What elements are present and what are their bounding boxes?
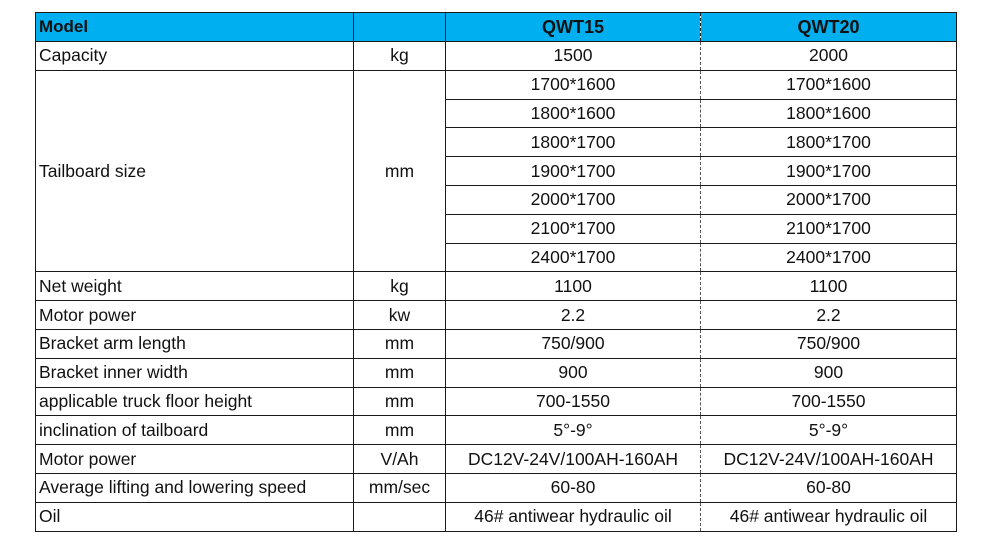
table-row [36, 329, 957, 358]
tailboard-size-qwt15: 1800*1600 [446, 99, 701, 128]
row-qwt15: 900 [446, 358, 701, 387]
row-qwt20: 2.2 [701, 301, 957, 330]
row-qwt20: 2000 [701, 42, 957, 71]
table-row [36, 445, 957, 474]
row-label: Oil [36, 502, 354, 531]
row-unit: mm [354, 416, 446, 445]
table-row [36, 301, 957, 330]
row-unit: kg [354, 42, 446, 71]
row-label: Bracket arm length [36, 329, 354, 358]
table-row [36, 502, 957, 531]
header-unit [354, 13, 446, 42]
table-row [36, 416, 957, 445]
row-qwt20: 900 [701, 358, 957, 387]
header-row [36, 13, 957, 42]
row-qwt15: DC12V-24V/100AH-160AH [446, 445, 701, 474]
row-qwt20: DC12V-24V/100AH-160AH [701, 445, 957, 474]
tailboard-size-qwt20: 1800*1600 [701, 99, 957, 128]
row-unit: mm [354, 387, 446, 416]
row-qwt15: 1500 [446, 42, 701, 71]
row-qwt20: 700-1550 [701, 387, 957, 416]
tailboard-size-qwt20: 2400*1700 [701, 243, 957, 272]
header-qwt15: QWT15 [446, 13, 701, 42]
tailboard-size-qwt20: 1900*1700 [701, 157, 957, 186]
header-qwt20: QWT20 [701, 13, 957, 42]
tailboard-size-qwt20: 2000*1700 [701, 185, 957, 214]
row-label: applicable truck floor height [36, 387, 354, 416]
tailboard-unit: mm [354, 70, 446, 272]
tailboard-size-qwt20: 1700*1600 [701, 70, 957, 99]
table-row [36, 272, 957, 301]
row-unit: mm [354, 329, 446, 358]
tailboard-size-qwt15: 2100*1700 [446, 214, 701, 243]
tailboard-size-qwt15: 2000*1700 [446, 185, 701, 214]
row-unit: mm/sec [354, 473, 446, 502]
row-unit [354, 502, 446, 531]
row-label: Motor power [36, 445, 354, 474]
tailboard-size-qwt20: 2100*1700 [701, 214, 957, 243]
spec-table [35, 12, 957, 532]
table-row [36, 473, 957, 502]
row-label: Capacity [36, 42, 354, 71]
row-qwt15: 2.2 [446, 301, 701, 330]
tailboard-size-qwt15: 1800*1700 [446, 128, 701, 157]
row-qwt20: 60-80 [701, 473, 957, 502]
row-qwt15: 5°-9° [446, 416, 701, 445]
row-unit: kg [354, 272, 446, 301]
tailboard-label: Tailboard size [36, 70, 354, 272]
tailboard-size-qwt15: 2400*1700 [446, 243, 701, 272]
row-unit: V/Ah [354, 445, 446, 474]
table-row-capacity [36, 42, 957, 71]
row-qwt20: 750/900 [701, 329, 957, 358]
row-qwt15: 1100 [446, 272, 701, 301]
row-qwt15: 750/900 [446, 329, 701, 358]
table-row-tailboard [36, 70, 957, 99]
tailboard-size-qwt20: 1800*1700 [701, 128, 957, 157]
row-qwt15: 60-80 [446, 473, 701, 502]
row-qwt20: 1100 [701, 272, 957, 301]
row-label: Net weight [36, 272, 354, 301]
row-qwt15: 46# antiwear hydraulic oil [446, 502, 701, 531]
tailboard-size-qwt15: 1900*1700 [446, 157, 701, 186]
row-qwt20: 5°-9° [701, 416, 957, 445]
row-unit: kw [354, 301, 446, 330]
row-qwt15: 700-1550 [446, 387, 701, 416]
row-label: inclination of tailboard [36, 416, 354, 445]
table-row [36, 387, 957, 416]
tailboard-size-qwt15: 1700*1600 [446, 70, 701, 99]
header-model: Model [36, 13, 354, 42]
row-qwt20: 46# antiwear hydraulic oil [701, 502, 957, 531]
row-label: Motor power [36, 301, 354, 330]
row-label: Bracket inner width [36, 358, 354, 387]
row-unit: mm [354, 358, 446, 387]
row-label: Average lifting and lowering speed [36, 473, 354, 502]
table-row [36, 358, 957, 387]
